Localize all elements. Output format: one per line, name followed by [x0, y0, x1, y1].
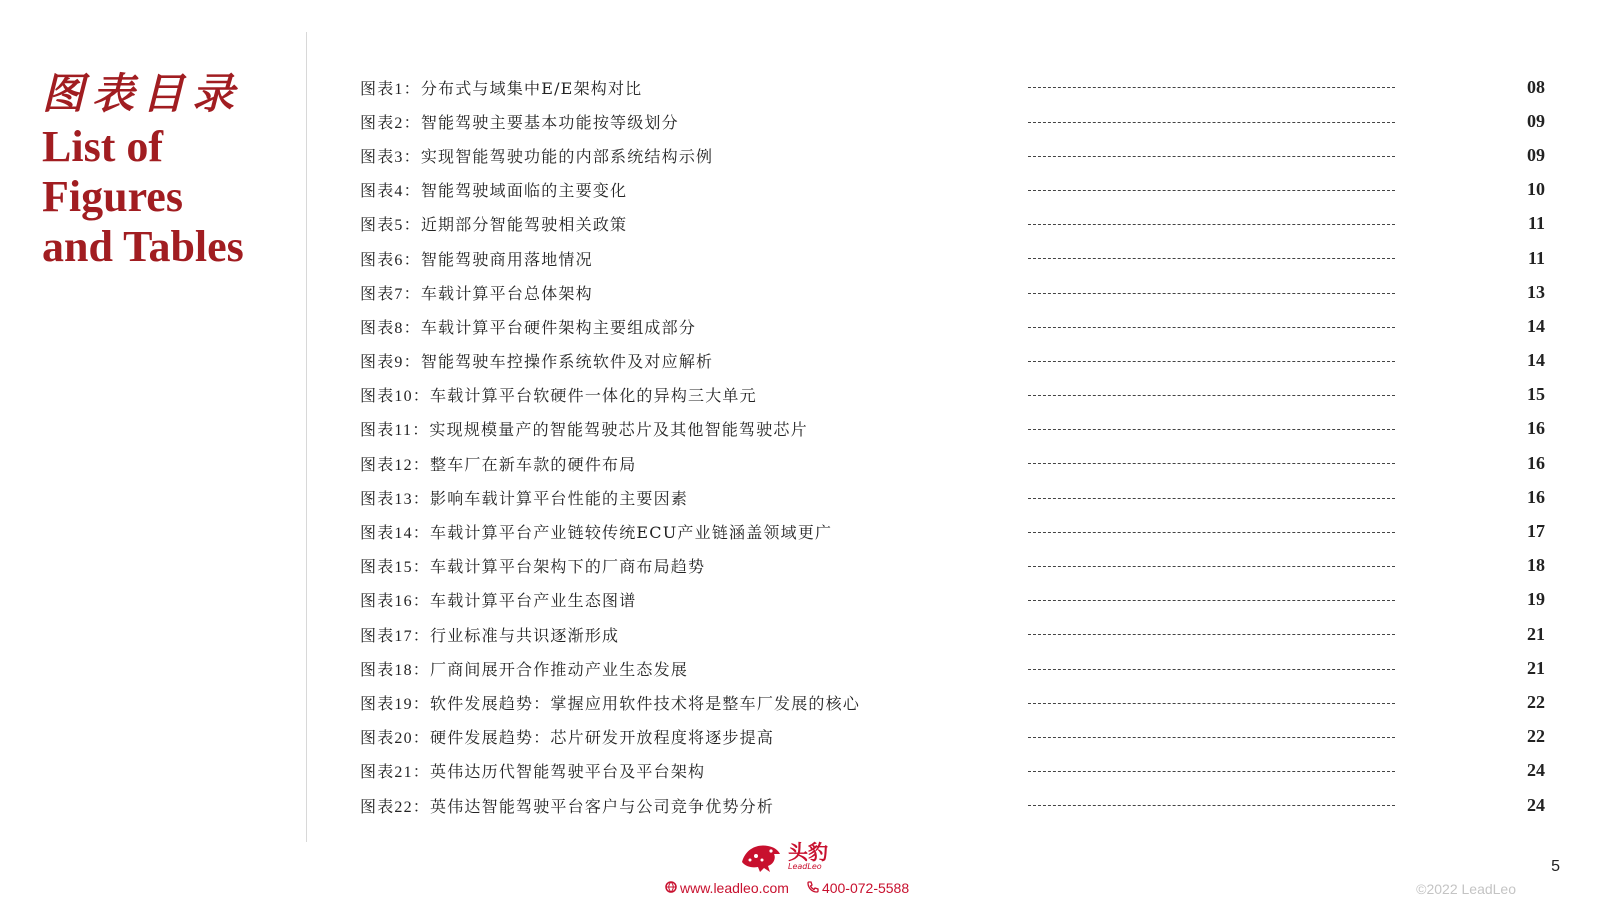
toc-label [360, 759, 705, 782]
leader-dashes [1028, 190, 1395, 192]
page-ref: 08 [1527, 76, 1545, 97]
page-ref: 21 [1527, 623, 1545, 644]
figure-title: 整车厂在新车款的硬件布局 [430, 454, 637, 474]
figure-number: 图表9： [360, 354, 421, 372]
toc-row[interactable] [360, 344, 1545, 378]
heading-en [42, 122, 292, 272]
page-ref: 24 [1527, 760, 1545, 781]
figure-title: 智能驾驶域面临的主要变化 [420, 181, 628, 201]
figure-number: 图表15： [360, 559, 431, 577]
figure-number: 图表7： [360, 285, 421, 303]
toc-label [360, 486, 688, 509]
page-ref: 09 [1527, 144, 1545, 165]
figure-title: 软件发展趋势：掌握应用软件技术将是整车厂发展的核心 [430, 693, 861, 713]
leader-dashes [1028, 703, 1395, 705]
figure-number: 图表12： [360, 456, 431, 474]
leader-dashes [1028, 429, 1395, 431]
phone-link[interactable] [807, 880, 909, 896]
toc-row[interactable] [360, 275, 1545, 309]
figure-title: 车载计算平台硬件架构主要组成部分 [420, 317, 697, 337]
toc-row[interactable] [360, 788, 1545, 822]
leopard-logo-icon [738, 840, 782, 874]
figure-title: 近期部分智能驾驶相关政策 [420, 215, 628, 235]
toc-row[interactable] [360, 378, 1545, 412]
figure-title: 车载计算平台产业生态图谱 [430, 591, 637, 611]
toc-label [360, 110, 679, 133]
page-ref: 11 [1527, 247, 1545, 268]
leader-dashes [1028, 498, 1395, 500]
toc-label [360, 349, 713, 372]
toc-label [360, 315, 696, 338]
page-ref: 14 [1527, 315, 1545, 336]
toc-label [360, 520, 832, 543]
globe-icon [665, 880, 677, 896]
phone-text: 400-072-5588 [821, 880, 910, 896]
figure-title: 行业标准与共识逐渐形成 [430, 625, 620, 645]
toc-label [360, 144, 713, 167]
page-ref: 16 [1527, 486, 1545, 507]
website-text: www.leadleo.com [680, 880, 789, 896]
toc-row[interactable] [360, 685, 1545, 719]
leader-dashes [1028, 566, 1395, 568]
toc-row[interactable] [360, 446, 1545, 480]
leader-dashes [1028, 293, 1395, 295]
page-ref: 11 [1527, 213, 1545, 234]
page-ref: 24 [1527, 794, 1545, 815]
toc-row[interactable] [360, 173, 1545, 207]
brand-cn: 头豹 [788, 840, 828, 864]
page-ref: 15 [1527, 384, 1545, 405]
figure-title: 实现智能驾驶功能的内部系统结构示例 [420, 146, 714, 166]
leader-dashes [1028, 805, 1395, 807]
figure-title: 车载计算平台总体架构 [420, 283, 593, 303]
footer-contact [665, 880, 909, 896]
toc-label [360, 76, 642, 99]
toc-label [360, 691, 860, 714]
figure-title: 影响车载计算平台性能的主要因素 [430, 488, 689, 508]
page-ref: 22 [1527, 726, 1545, 747]
figure-number: 图表21： [360, 764, 431, 782]
page-ref: 18 [1527, 555, 1545, 576]
toc-row[interactable] [360, 309, 1545, 343]
footer-logo [738, 840, 828, 874]
copyright: ©2022 LeadLeo [1416, 881, 1516, 897]
toc-label [360, 212, 627, 235]
leader-dashes [1028, 122, 1395, 124]
figure-title: 车载计算平台产业链较传统ECU产业链涵盖领域更广 [430, 523, 833, 543]
toc-label [360, 657, 688, 680]
figure-number: 图表5： [360, 217, 421, 235]
toc-row[interactable] [360, 754, 1545, 788]
leader-dashes [1028, 156, 1395, 158]
figure-title: 分布式与域集中E/E架构对比 [420, 78, 643, 98]
figure-title: 智能驾驶车控操作系统软件及对应解析 [420, 352, 714, 372]
figure-number: 图表1： [360, 80, 421, 98]
toc-label [360, 794, 774, 817]
toc-row[interactable] [360, 104, 1545, 138]
toc-label [360, 383, 757, 406]
leader-dashes [1028, 463, 1395, 465]
toc-heading [42, 68, 292, 272]
figure-number: 图表6： [360, 251, 421, 269]
brand-en: LeadLeo [788, 862, 822, 871]
toc-row[interactable] [360, 412, 1545, 446]
toc-label [360, 623, 619, 646]
figure-number: 图表13： [360, 490, 431, 508]
figure-number: 图表22： [360, 798, 431, 816]
page-ref: 14 [1527, 350, 1545, 371]
figure-title: 厂商间展开合作推动产业生态发展 [430, 659, 689, 679]
toc-label [360, 281, 593, 304]
page-number: 5 [1551, 858, 1560, 875]
toc-row[interactable] [360, 514, 1545, 548]
page-ref: 09 [1527, 110, 1545, 131]
toc-row[interactable] [360, 207, 1545, 241]
toc-row[interactable] [360, 617, 1545, 651]
figure-title: 英伟达智能驾驶平台客户与公司竞争优势分析 [430, 796, 775, 816]
figure-number: 图表19： [360, 695, 431, 713]
toc-row[interactable] [360, 480, 1545, 514]
leader-dashes [1028, 532, 1395, 534]
toc-label [360, 452, 636, 475]
leader-dashes [1028, 737, 1395, 739]
figure-number: 图表18： [360, 661, 431, 679]
page-ref: 22 [1527, 691, 1545, 712]
page-ref: 16 [1527, 418, 1545, 439]
leader-dashes [1028, 600, 1395, 602]
phone-icon [807, 880, 819, 896]
leader-dashes [1028, 258, 1395, 260]
figure-number: 图表10： [360, 388, 431, 406]
heading-en-line1: List of [42, 122, 163, 171]
toc-label [360, 554, 705, 577]
leader-dashes [1028, 87, 1395, 89]
website-link[interactable] [665, 880, 789, 896]
toc-row[interactable] [360, 549, 1545, 583]
page-ref: 13 [1527, 281, 1545, 302]
leader-dashes [1028, 634, 1395, 636]
figure-number: 图表20： [360, 730, 431, 748]
toc-label [360, 417, 808, 440]
toc-row[interactable] [360, 138, 1545, 172]
toc-row[interactable] [360, 720, 1545, 754]
toc-label [360, 725, 774, 748]
toc-label [360, 588, 636, 611]
figure-title: 实现规模量产的智能驾驶芯片及其他智能驾驶芯片 [429, 420, 808, 440]
toc-row[interactable] [360, 583, 1545, 617]
toc-row[interactable] [360, 241, 1545, 275]
leader-dashes [1028, 669, 1395, 671]
page-ref: 16 [1527, 452, 1545, 473]
figure-title: 硬件发展趋势：芯片研发开放程度将逐步提高 [430, 728, 775, 748]
figure-title: 车载计算平台架构下的厂商布局趋势 [430, 557, 706, 577]
figure-number: 图表11： [360, 422, 430, 440]
page-ref: 21 [1527, 657, 1545, 678]
page-ref: 10 [1527, 179, 1545, 200]
figure-number: 图表4： [360, 183, 421, 201]
toc-row[interactable] [360, 70, 1545, 104]
leader-dashes [1028, 771, 1395, 773]
heading-en-line3: and Tables [42, 222, 244, 271]
leader-dashes [1028, 361, 1395, 363]
toc-label [360, 247, 593, 270]
toc-label [360, 178, 627, 201]
toc-list [360, 70, 1545, 822]
page-ref: 17 [1527, 521, 1545, 542]
figure-title: 智能驾驶商用落地情况 [420, 249, 593, 269]
brand-name [788, 842, 828, 872]
figure-title: 英伟达历代智能驾驶平台及平台架构 [430, 762, 706, 782]
figure-number: 图表17： [360, 627, 431, 645]
figure-title: 智能驾驶主要基本功能按等级划分 [420, 112, 679, 132]
figure-number: 图表8： [360, 319, 421, 337]
heading-cn: 图表目录 [42, 69, 243, 118]
leader-dashes [1028, 395, 1395, 397]
leader-dashes [1028, 224, 1395, 226]
figure-number: 图表3： [360, 148, 421, 166]
page-ref: 19 [1527, 589, 1545, 610]
figure-number: 图表16： [360, 593, 431, 611]
toc-row[interactable] [360, 651, 1545, 685]
figure-number: 图表14： [360, 525, 431, 543]
figure-number: 图表2： [360, 114, 421, 132]
leader-dashes [1028, 327, 1395, 329]
figure-title: 车载计算平台软硬件一体化的异构三大单元 [430, 386, 757, 406]
heading-en-line2: Figures [42, 172, 183, 221]
vertical-divider [306, 32, 307, 842]
